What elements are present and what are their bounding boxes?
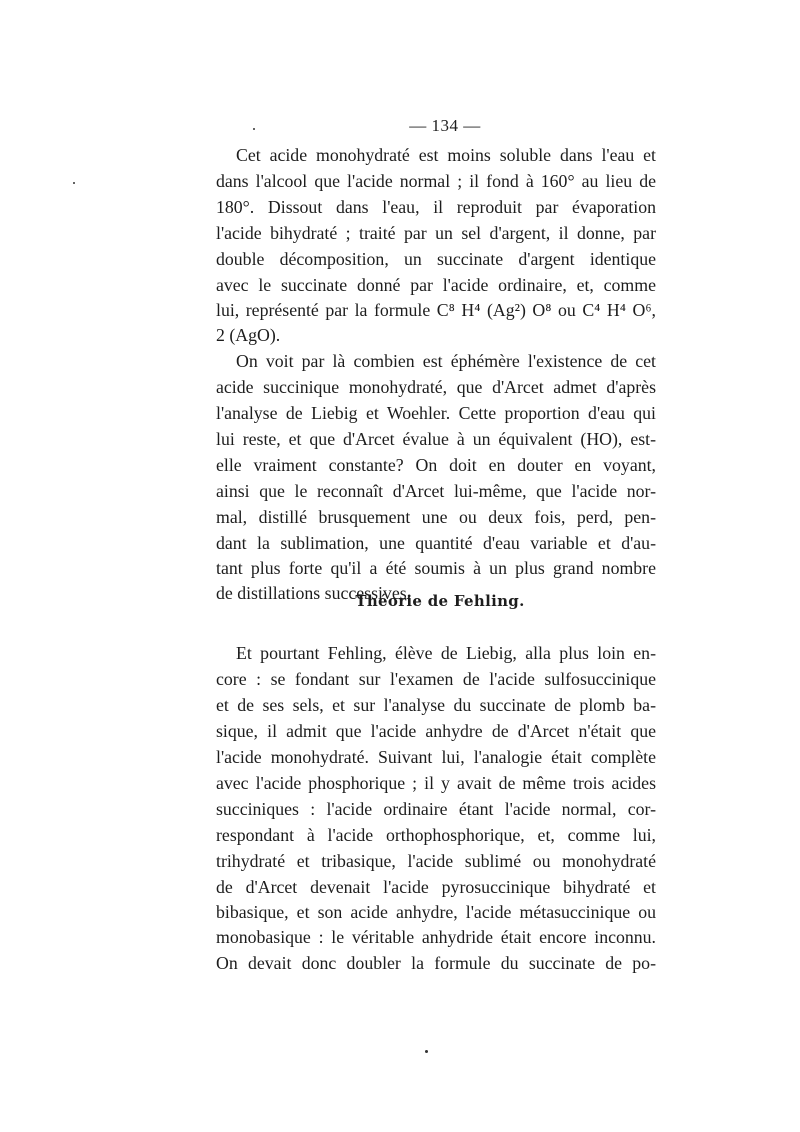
text-line: avec l'acide phosphorique ; il y avait de même trois acides: [216, 773, 656, 793]
text-line: succiniques : l'acide ordinaire étant l'acide normal, cor-: [216, 799, 656, 819]
page-number: — 134 —: [409, 116, 481, 135]
text-line: On voit par là combien est éphémère l'existence de cet: [236, 351, 656, 371]
text-line: avec le succinate donné par l'acide ordinaire, et, comme: [216, 275, 656, 295]
text-line: mal, distillé brusquement une ou deux fois, perd, pen-: [216, 507, 656, 527]
text-line: dans l'alcool que l'acide normal ; il fond à 160° au lieu de: [216, 171, 656, 191]
scan-speck: [425, 1050, 428, 1053]
text-line: l'analyse de Liebig et Woehler. Cette proportion d'eau qui: [216, 403, 656, 423]
scan-speck: [253, 128, 255, 130]
section-title: Théorie de Fehling.: [355, 592, 525, 610]
text-line: monobasique : le véritable anhydride était encore inconnu.: [216, 927, 656, 947]
text-line: elle vraiment constante? On doit en douter en voyant,: [216, 455, 656, 475]
text-line: respondant à l'acide orthophosphorique, et, comme lui,: [216, 825, 656, 845]
text-line: ainsi que le reconnaît d'Arcet lui-même, que l'acide nor-: [216, 481, 656, 501]
scan-speck: [73, 182, 75, 184]
text-line: de d'Arcet devenait l'acide pyrosuccinique bihydraté et: [216, 877, 656, 897]
text-line: double décomposition, un succinate d'argent identique: [216, 249, 656, 269]
text-line: tant plus forte qu'il a été soumis à un plus grand nombre: [216, 558, 656, 578]
text-line: sique, il admit que l'acide anhydre de d'Arcet n'était que: [216, 721, 656, 741]
text-line: et de ses sels, et sur l'analyse du succinate de plomb ba-: [216, 695, 656, 715]
text-line: l'acide monohydraté. Suivant lui, l'analogie était complète: [216, 747, 656, 767]
text-line: On devait donc doubler la formule du succinate de po-: [216, 953, 656, 973]
text-line: de distillations successives.: [216, 583, 412, 603]
text-line: 180°. Dissout dans l'eau, il reproduit par évaporation: [216, 197, 656, 217]
text-line: trihydraté et tribasique, l'acide sublimé ou monohydraté: [216, 851, 656, 871]
text-line: lui reste, et que d'Arcet évalue à un équivalent (HO), est-: [216, 429, 656, 449]
text-line: 2 (AgO).: [216, 325, 281, 345]
text-line: bibasique, et son acide anhydre, l'acide métasuccinique ou: [216, 902, 656, 922]
text-line: lui, représenté par la formule C⁸ H⁴ (Ag²) O⁸ ou C⁴ H⁴ O⁶,: [216, 300, 656, 320]
text-line: Et pourtant Fehling, élève de Liebig, alla plus loin en-: [236, 643, 656, 663]
text-line: l'acide bihydraté ; traité par un sel d'argent, il donne, par: [216, 223, 656, 243]
text-line: core : se fondant sur l'examen de l'acide sulfosuccinique: [216, 669, 656, 689]
text-line: dant la sublimation, une quantité d'eau variable et d'au-: [216, 533, 656, 553]
text-line: acide succinique monohydraté, que d'Arcet admet d'après: [216, 377, 656, 397]
text-line: Cet acide monohydraté est moins soluble dans l'eau et: [236, 145, 656, 165]
